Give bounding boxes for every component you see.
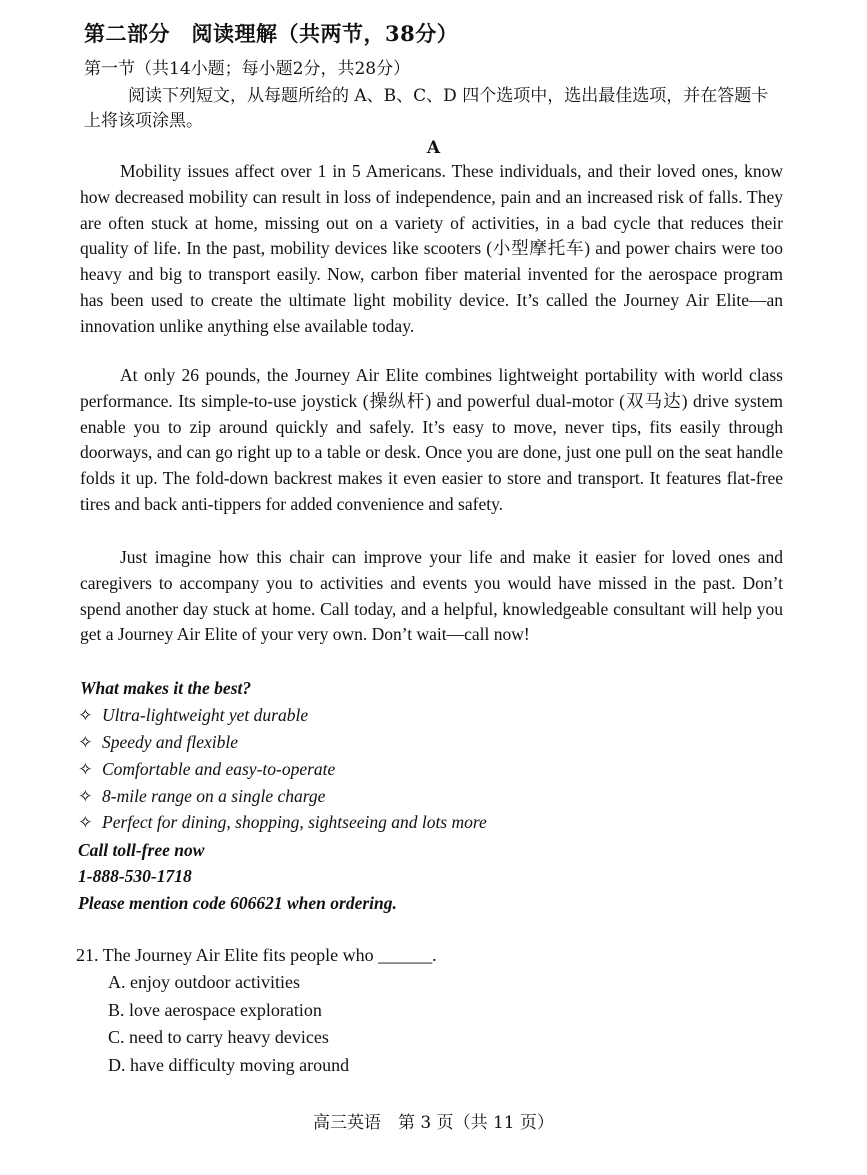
passage-paragraph-1: Mobility issues affect over 1 in 5 Americans. These individuals, and their loved ones, know how decreased mobility can result in loss of independence, pain and an increased risk of falls. They are often stuck at home, missing out on a variety of activities, in a bad cycle that reduces their quality of life. In the past, mobility devices like scooters (小型摩托车) and power chairs were too heavy and big to transport easily. Now, carbon fiber material invented for the aerospace program has been used to create the ultimate light mobility device. It’s called the Journey Air Elite—an innovation unlike anything else available today. [80, 161, 783, 336]
option-d: D. have difficulty moving around [108, 1055, 350, 1075]
feature-item [78, 759, 335, 780]
bullet-icon: ✧ [78, 786, 93, 806]
bullet-icon: ✧ [78, 732, 93, 752]
option-a: A. enjoy outdoor activities [108, 972, 300, 992]
section-title: 第一节（共14小题；每小题2分，共28分） [84, 59, 411, 79]
bullet-icon: ✧ [78, 759, 93, 779]
feature-text: Ultra-lightweight yet durable [102, 705, 309, 725]
instructions: 阅读下列短文，从每题所给的 A、B、C、D 四个选项中，选出最佳选项，并在答题卡上将该项涂黑。 [84, 86, 769, 131]
feature-item [78, 732, 238, 753]
order-note: Please mention code 606621 when ordering. [78, 893, 397, 913]
feature-text: Comfortable and easy-to-operate [102, 759, 336, 779]
feature-item [78, 705, 308, 726]
feature-text: Perfect for dining, shopping, sightseeing and lots more [102, 812, 487, 832]
feature-item [78, 786, 325, 807]
passage-paragraph-3: Just imagine how this chair can improve your life and make it easier for loved ones and caregivers to accompany you to activities and events you would have missed in the past. Don’t spend another day stuck at home. Call today, and a helpful, knowledgeable consultant will help you get a Journey Air Elite of your very own. Don’t wait—call now! [80, 547, 783, 645]
bullet-icon: ✧ [78, 705, 93, 725]
question-stem: 21. The Journey Air Elite fits people who ______. [76, 945, 437, 965]
option-b: B. love aerospace exploration [108, 1000, 322, 1020]
passage-paragraph-2: At only 26 pounds, the Journey Air Elite combines lightweight portability with world class performance. Its simple-to-use joystick (操纵杆) and powerful dual-motor (双马达) drive system enable you to zip around quickly and safely. It’s easy to move, never tips, fits easily through doorways, and can go right up to a table or desk. Once you are done, just one pull on the seat handle folds it up. The fold-down backrest makes it even easier to store and transport. It features flat-free tires and back anti-tippers for added convenience and safety. [80, 365, 783, 514]
feature-item [78, 812, 487, 833]
phone-number: 1-888-530-1718 [78, 866, 192, 886]
part-title: 第二部分 阅读理解（共两节，38分） [84, 21, 459, 46]
features-heading: What makes it the best? [80, 678, 252, 698]
feature-text: Speedy and flexible [102, 732, 239, 752]
feature-text: 8-mile range on a single charge [102, 786, 326, 806]
passage-letter: A [426, 138, 441, 158]
option-c: C. need to carry heavy devices [108, 1027, 329, 1047]
bullet-icon: ✧ [78, 812, 93, 832]
page-footer: 高三英语 第 3 页（共 11 页） [312, 1113, 555, 1133]
call-label: Call toll-free now [78, 840, 205, 860]
